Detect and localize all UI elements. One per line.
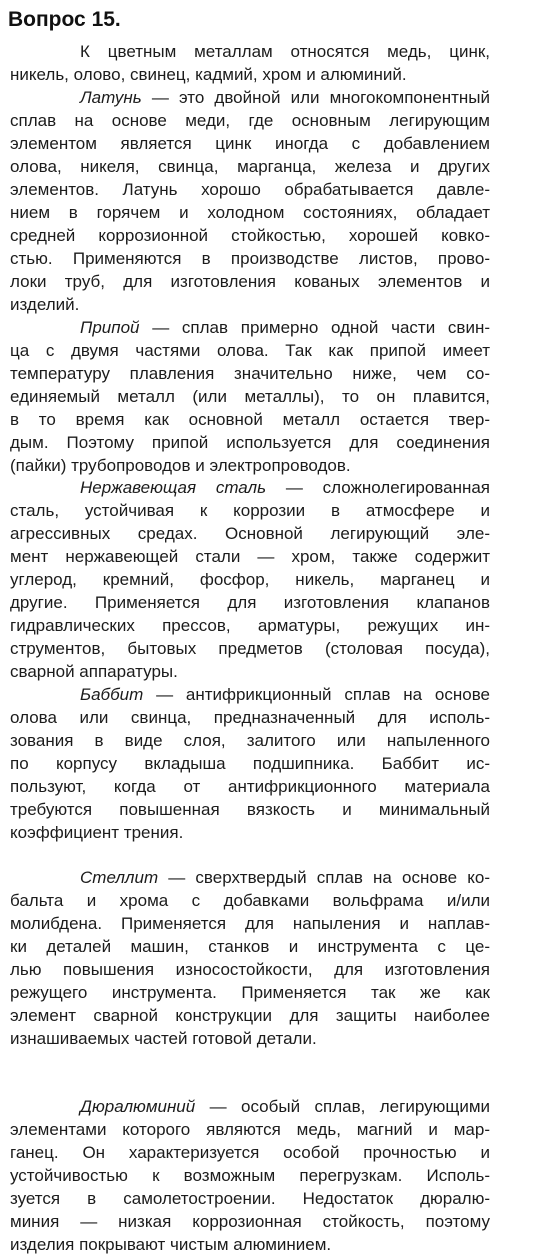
text-line: единяемый металл (или металлы), то он плавится, [10,387,490,406]
text-line: олова или свинца, предназначенный для исполь- [10,708,490,727]
line-text: — антифрикционный сплав на основе [143,685,490,704]
text-line [80,866,490,889]
text-line: по корпусу вкладыша подшипника. Баббит ис- [10,754,490,773]
text-line [80,1095,490,1118]
paragraph [10,316,490,477]
line-text: — сверхтвердый сплав на основе ко- [158,868,490,887]
line-text: — сплав примерно одной части свин- [139,318,490,337]
text-line: другие. Применяется для изготовления клапанов [10,593,490,612]
paragraph [10,866,490,1050]
text-line: сварной аппаратуры. [10,662,178,681]
term-name: Латунь [80,88,142,107]
text-line: элементов. Латунь хорошо обрабатывается давле- [10,180,490,199]
text-line: изнашиваемых частей готовой детали. [10,1029,317,1048]
term-name: Нержавеющая сталь [80,478,267,497]
text-line: режущего инструмента. Применяется так же как [10,983,490,1002]
text-line [80,683,490,706]
text-line: ганец. Он характеризуется особой прочностью и [10,1143,490,1162]
text-line: стью. Применяются в производстве листов, прово- [10,249,490,268]
text-line: олова, никеля, свинца, марганца, железа и других [10,157,490,176]
text-line: нием в горячем и холодном состояниях, обладает [10,203,490,222]
text-line: зуется в самолетостроении. Недостаток дюралю- [10,1189,490,1208]
term-name: Дюралюминий [80,1097,196,1116]
text-line: элемент сварной конструкции для защиты наиболее [10,1006,490,1025]
text-line: требуются повышенная вязкость и минимальный [10,800,490,819]
text-line: миния — низкая коррозионная стойкость, поэтому [10,1212,490,1231]
paragraph [10,476,490,683]
text-line: дым. Поэтому припой используется для соединения [10,433,490,452]
text-line: пользуют, когда от антифрикционного материала [10,777,490,796]
text-line: изделия покрывают чистым алюминием. [10,1235,332,1254]
text-line: К цветным металлам относятся медь, цинк, [80,42,490,61]
paragraph [10,86,490,316]
text-line [80,476,490,499]
text-line [80,86,490,109]
line-text: — сложнолегированная [266,478,491,497]
text-line [80,316,490,339]
text-line: агрессивных средах. Основной легирующий эле- [10,524,490,543]
text-line: зования в виде слоя, залитого или напыленного [10,731,490,750]
text-line: никель, олово, свинец, кадмий, хром и алюминий. [10,65,407,84]
text-line: (пайки) трубопроводов и электропроводов. [10,456,351,475]
question-title: Вопрос 15. [8,8,121,31]
text-line: в то время как основной металл остается твер- [10,410,490,429]
line-text: — особый сплав, легирующими [195,1097,490,1116]
text-line: средней коррозионной стойкостью, хорошей ковко- [10,226,490,245]
text-line: лью повышения износостойкости, для изготовления [10,960,490,979]
term-name: Припой [80,318,140,337]
text-line: бальта и хрома с добавками вольфрама и/или [10,891,490,910]
paragraph [10,40,490,86]
text-line: элементом является цинк иногда с добавлением [10,134,490,153]
paragraph [10,683,490,844]
text-line: устойчивостью к возможным перегрузкам. Исполь- [10,1166,490,1185]
text-line: гидравлических прессов, арматуры, режущих ин- [10,616,490,635]
text-line: молибдена. Применяется для напыления и наплав- [10,914,490,933]
paragraph [10,1095,490,1256]
line-text: — это двойной или многокомпонентный [141,88,490,107]
text-line: ки деталей машин, станков и инструмента с це- [10,937,490,956]
text-line: локи труб, для изготовления кованых элементов и [10,272,490,291]
text-line: сталь, устойчивая к коррозии в атмосфере и [10,501,490,520]
term-name: Баббит [80,685,144,704]
text-line: элементами которого являются медь, магний и мар- [10,1120,490,1139]
text-line: ца с двумя частями олова. Так как припой имеет [10,341,490,360]
text-line: температуру плавления значительно ниже, чем со- [10,364,490,383]
text-line: струментов, бытовых предметов (столовая посуда), [10,639,490,658]
term-name: Стеллит [80,868,159,887]
text-line: коэффициент трения. [10,823,184,842]
text-line: углерод, кремний, фосфор, никель, марганец и [10,570,490,589]
text-line: мент нержавеющей стали — хром, также содержит [10,547,490,566]
text-line: изделий. [10,295,80,314]
text-line: сплав на основе меди, где основным легирующим [10,111,490,130]
